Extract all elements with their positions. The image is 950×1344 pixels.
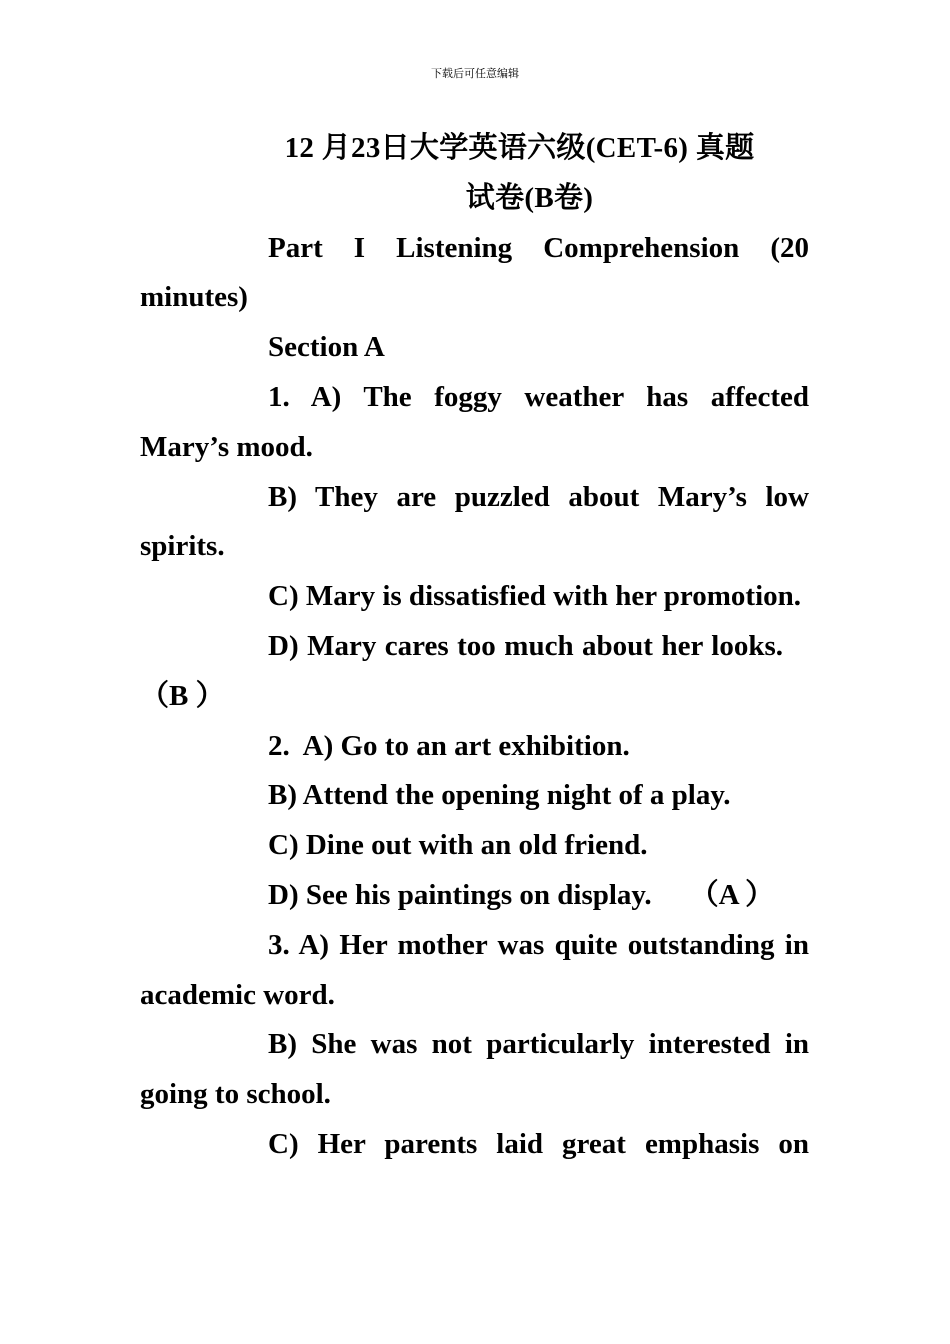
- header-note: 下载后可任意编辑: [431, 67, 519, 80]
- title-line-2: 试卷(B卷): [465, 181, 594, 214]
- title-line-1: 12 月23日大学英语六级(CET-6) 真题: [284, 132, 755, 164]
- q1-option-d-text: D) Mary cares too much about her looks.: [268, 629, 783, 662]
- q3-option-b: B) She was not particularly interested in going to school.: [140, 1028, 809, 1111]
- q2-option-a: 2. A) Go to an art exhibition.: [268, 729, 630, 762]
- section-heading: Section A: [268, 331, 385, 364]
- q1-option-d: [140, 622, 809, 722]
- q1-option-a: 1. A) The foggy weather has affected Mary’s mood.: [140, 380, 809, 463]
- q2-option-d: [140, 871, 809, 921]
- part-heading: Part I Listening Comprehension (20 minutes): [140, 231, 809, 314]
- q2-option-b: B) Attend the opening night of a play.: [268, 779, 731, 812]
- q2-option-c: C) Dine out with an old friend.: [268, 829, 648, 862]
- q3-option-c: C) Her parents laid great emphasis on: [268, 1127, 809, 1160]
- q3-option-a: 3. A) Her mother was quite outstanding in academic word.: [140, 928, 809, 1011]
- document-body: [140, 124, 809, 1170]
- q1-option-b: B) They are puzzled about Mary’s low spirits.: [140, 480, 809, 563]
- q2-option-d-text: D) See his paintings on display.: [268, 878, 652, 911]
- document-title: [140, 124, 809, 224]
- q1-answer: （B ）: [140, 679, 225, 712]
- q2-answer: （A ）: [689, 878, 775, 911]
- q1-option-c: C) Mary is dissatisfied with her promotion.: [268, 580, 802, 613]
